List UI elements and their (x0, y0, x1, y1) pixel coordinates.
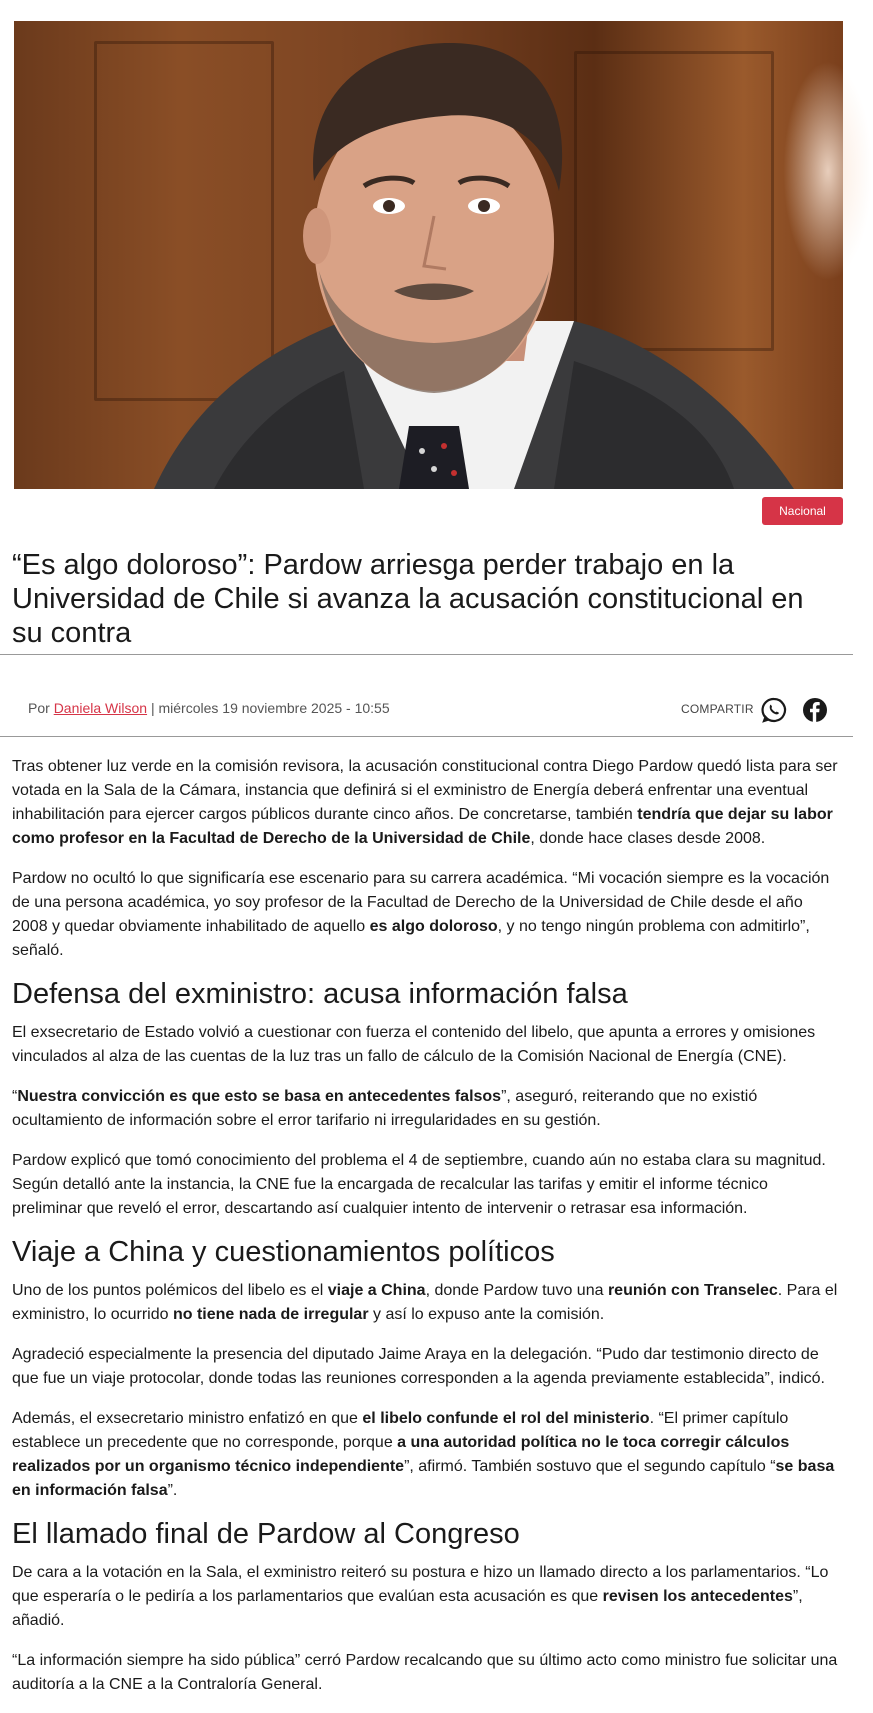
byline (28, 700, 390, 716)
byline-prefix: Por (28, 700, 54, 716)
share-label: COMPARTIR (681, 702, 754, 716)
section-heading: El llamado final de Pardow al Congreso (12, 1518, 520, 1550)
section-heading: Defensa del exministro: acusa información falsa (12, 978, 628, 1010)
article-body (12, 755, 842, 1713)
facebook-icon[interactable] (802, 697, 828, 723)
divider-top (0, 654, 853, 655)
whatsapp-icon[interactable] (761, 697, 787, 723)
article-headline: “Es algo doloroso”: Pardow arriesga perder trabajo en la Universidad de Chile si avanza la acusación constitucional en su contra (12, 549, 804, 649)
publish-date: miércoles 19 noviembre 2025 - 10:55 (158, 700, 390, 716)
paragraph: Agradeció especialmente la presencia del diputado Jaime Araya en la delegación. “Pudo dar testimonio directo de que fue un viaje protocolar, donde todas las reuniones corresponden a la agenda previamente establecida”, indicó. (12, 1346, 825, 1387)
category-badge[interactable]: Nacional (762, 497, 843, 525)
hero-image (14, 21, 843, 489)
paragraph: De cara a la votación en la Sala, el exministro reiteró su postura e hizo un llamado directo a los parlamentarios. “Lo que esperaría o le pediría a los parlamentarios que evalúan esta acusación es que revisen los antecedentes”, añadió. (12, 1564, 829, 1629)
paragraph: Pardow no ocultó lo que significaría ese escenario para su carrera académica. “Mi vocación siempre es la vocación de una persona académica, yo soy profesor de la Facultad de Derecho de la Universidad de Chile desde el año 2008 y quedar obviamente inhabilitado de aquello es algo doloroso, y no tengo ningún problema con admitirlo”, señaló. (12, 870, 830, 959)
author-link[interactable]: Daniela Wilson (53, 700, 148, 716)
paragraph: El exsecretario de Estado volvió a cuestionar con fuerza el contenido del libelo, que apunta a errores y omisiones vinculados al alza de las cuentas de la luz tras un fallo de cálculo de la Comisión Nacional de Energía (CNE). (12, 1024, 816, 1065)
paragraph: “La información siempre ha sido pública” cerró Pardow recalcando que su último acto como ministro fue solicitar una auditoría a la CNE a la Contraloría General. (12, 1652, 838, 1693)
portrait-illustration (14, 21, 843, 489)
divider-bottom (0, 736, 853, 737)
byline-separator: | (147, 700, 159, 716)
section-heading: Viaje a China y cuestionamientos políticos (12, 1236, 555, 1268)
paragraph: Tras obtener luz verde en la comisión revisora, la acusación constitucional contra Diego Pardow quedó lista para ser votada en la Sala de la Cámara, instancia que definirá si el exministro de Energía deberá enfrentar una eventual inhabilitación para ejercer cargos públicos durante cinco años. De concretarse, también tendría que dejar su labor como profesor en la Facultad de Derecho de la Universidad de Chile, donde hace clases desde 2008. (12, 758, 838, 847)
paragraph: Además, el exsecretario ministro enfatizó en que el libelo confunde el rol del ministerio. “El primer capítulo establece un precedente que no corresponde, porque a una autoridad política no le toca corregir cálculos realizados por un organismo técnico independiente”, afirmó. También sostuvo que el segundo capítulo “se basa en información falsa”. (12, 1410, 835, 1499)
paragraph: Pardow explicó que tomó conocimiento del problema el 4 de septiembre, cuando aún no estaba clara su magnitud. Según detalló ante la instancia, la CNE fue la encargada de recalcular las tarifas y emitir el informe técnico preliminar que reveló el error, descartando así cualquier intento de intervenir o retrasar esa información. (12, 1152, 826, 1217)
paragraph: “Nuestra convicción es que esto se basa en antecedentes falsos”, aseguró, reiterando que no existió ocultamiento de información sobre el error tarifario ni irregularidades en su gestión. (12, 1088, 758, 1129)
paragraph: Uno de los puntos polémicos del libelo es el viaje a China, donde Pardow tuvo una reunión con Transelec. Para el exministro, lo ocurrido no tiene nada de irregular y así lo expuso ante la comisión. (12, 1282, 838, 1323)
